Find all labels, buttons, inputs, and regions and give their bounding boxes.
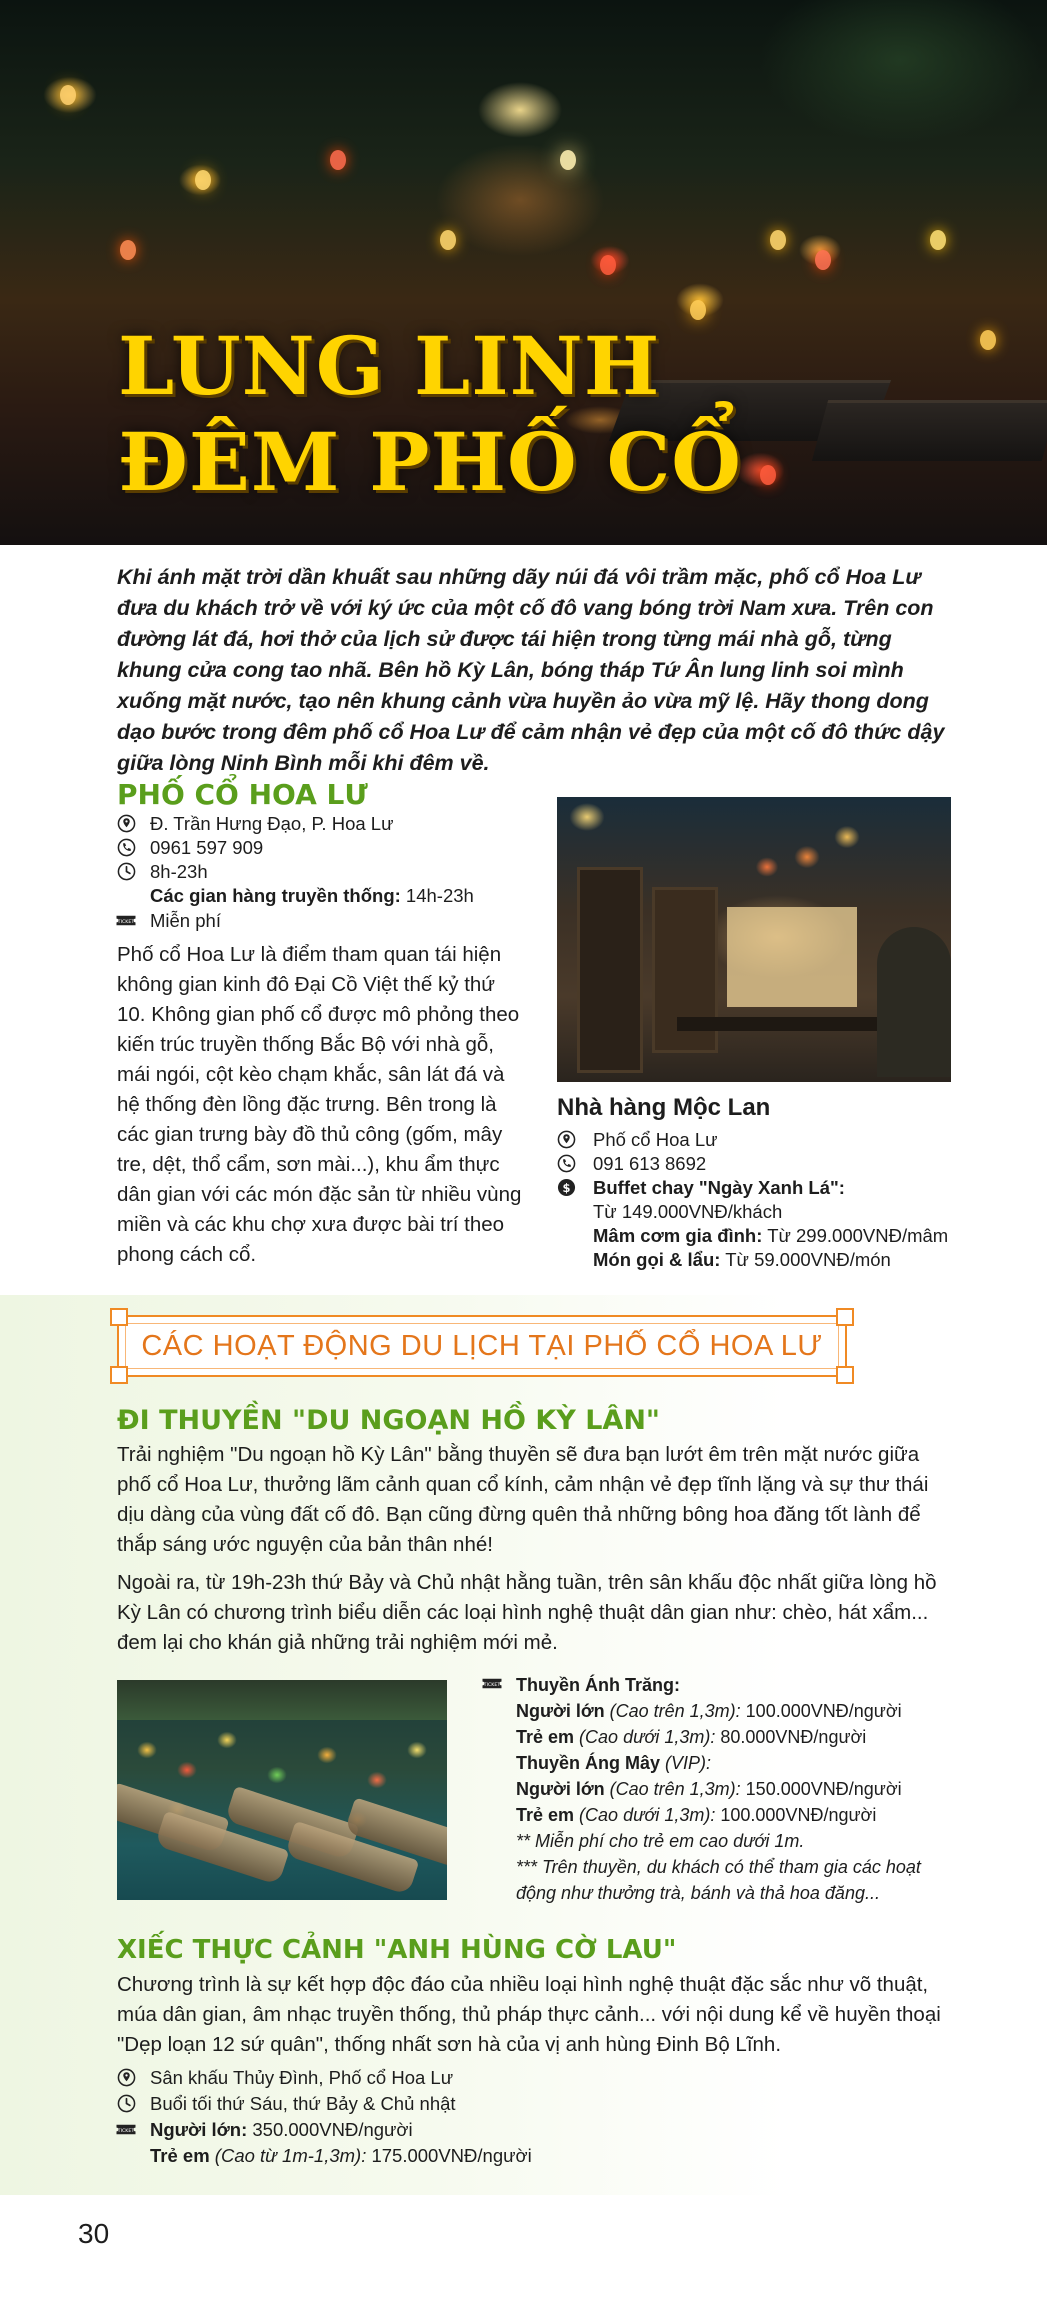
boat-roof (812, 400, 1047, 461)
adult2-cond: (Cao trên 1,3m): (604, 1779, 741, 1799)
ticket-icon (114, 911, 138, 930)
child-label: Trẻ em (516, 1805, 575, 1825)
title-line-2: ĐÊM PHỐ CỔ (118, 415, 742, 509)
lantern (770, 230, 786, 250)
boat-trip-shows: Ngoài ra, từ 19h-23h thứ Bảy và Chủ nhật hằng tuần, trên sân khấu độc nhất giữa lòng hồ Kỳ Lân có chương trình biểu diễn các loại hình nghệ thuật dân gian như: chèo, hát xẩm... đem lại cho khán giả những trải nghiệm mới mẻ. (117, 1571, 937, 1654)
lantern (60, 85, 76, 105)
child1-cond: (Cao dưới 1,3m): (574, 1727, 716, 1747)
lantern (930, 230, 946, 250)
page-number: 30 (78, 2218, 110, 2249)
location-icon (557, 1130, 576, 1149)
a-la-carte-price (593, 1247, 891, 1272)
tree-line (117, 1680, 447, 1720)
salad-price: Từ 59.000VNĐ/món (720, 1249, 891, 1270)
circus-child-label: Trẻ em (150, 2145, 210, 2166)
boat2-label: Thuyền Áng Mây (516, 1753, 661, 1773)
door-panel (577, 867, 643, 1073)
lantern (330, 150, 346, 170)
boat1-child-price (516, 1724, 866, 1750)
svg-text:TICKET: TICKET (117, 2128, 135, 2134)
adult-label: Người lớn (516, 1701, 605, 1721)
note-free-children: ** Miễn phí cho trẻ em cao dưới 1m. (516, 1831, 805, 1851)
restaurant-address: Phố cổ Hoa Lư (593, 1129, 718, 1150)
circus-schedule: Buổi tối thứ Sáu, thứ Bảy & Chủ nhật (150, 2093, 456, 2114)
circus-title: XIẾC THỰC CẢNH "ANH HÙNG CỜ LAU" (117, 1935, 677, 1965)
title-line-1: LUNG LINH (118, 319, 661, 413)
circus-child-value: 175.000VNĐ/người (366, 2145, 532, 2166)
shop-interior (727, 907, 857, 1007)
boat1-name: Thuyền Ánh Trăng: (516, 1675, 680, 1695)
poi-stall-hours (150, 883, 474, 908)
table (677, 1017, 907, 1031)
buffet-label: Buffet chay "Ngày Xanh Lá": (593, 1177, 845, 1198)
child-label: Trẻ em (516, 1727, 575, 1747)
ticket-icon (480, 1674, 504, 1693)
lantern (600, 255, 616, 275)
buffet-price: Từ 149.000VNĐ/khách (593, 1201, 783, 1222)
adult1-cond: (Cao trên 1,3m): (604, 1701, 741, 1721)
poi-description: Phố cổ Hoa Lư là điểm tham quan tái hiện không gian kinh đô Đại Cồ Việt thế kỷ thứ 10. Không gian phố cổ được mô phỏng theo kiến trúc truyền thống Bắc Bộ với nhà gỗ, mái ngói, cột kèo chạm khắc, sân lát đá và hệ thống đèn lồng đặc trưng. Bên trong là các gian trưng bày đồ thủ công (gốm, mây tre, dệt, thổ cẩm, sơn mài...), khu ẩm thực dân gian với các món đặc sản từ nhiều vùng miền và các khu chợ xưa được bài trí theo phong cách cổ. (117, 943, 522, 1266)
lantern (815, 250, 831, 270)
adult1-price: 100.000VNĐ/người (740, 1701, 902, 1721)
family-label: Mâm cơm gia đình: (593, 1225, 763, 1246)
lantern (560, 150, 576, 170)
dollar-icon (557, 1178, 576, 1197)
clock-icon (117, 2094, 136, 2113)
circus-adult-label: Người lớn: (150, 2119, 248, 2140)
boat1-adult-price (516, 1698, 902, 1724)
circus-child-cond: (Cao từ 1m-1,3m): (209, 2145, 367, 2166)
child2-cond: (Cao dưới 1,3m): (574, 1805, 716, 1825)
family-meal-price (593, 1223, 948, 1248)
boat-trip-description: Trải nghiệm "Du ngoạn hồ Kỳ Lân" bằng thuyền sẽ đưa bạn lướt êm trên mặt nước giữa phố cổ Hoa Lư, thưởng lãm cảnh quan cổ kính, cảm nhận vẻ đẹp tĩnh lặng và sự thư thái dịu dàng của vùng đất cố đô. Bạn cũng đừng quên thả những bông hoa đăng tốt lành để thắp sáng ước nguyện của bản thân nhé! (117, 1443, 929, 1556)
page-title (118, 318, 758, 510)
circus-adult-value: 350.000VNĐ/người (247, 2119, 413, 2140)
note-activities-line1: *** Trên thuyền, du khách có thể tham gia các hoạt (516, 1857, 921, 1877)
restaurant-photo (557, 797, 951, 1082)
intro-paragraph: Khi ánh mặt trời dần khuất sau những dãy núi đá vôi trầm mặc, phố cổ Hoa Lư đưa du khách trở về với ký ức của một cố đô vang bóng trời Nam xưa. Trên con đường lát đá, hơi thở của lịch sử được tái hiện trong từng mái nhà gỗ, từng khung cửa cong tao nhã. Bên hồ Kỳ Lân, bóng tháp Tứ Ân lung linh soi mình xuống mặt nước, tạo nên khung cảnh vừa huyền ảo vừa mỹ lệ. Hãy thong dong dạo bước trong đêm phố cổ Hoa Lư để cảm nhận vẻ đẹp của một cố đô thức dậy giữa lòng Ninh Bình mỗi khi đêm về. (117, 565, 945, 775)
restaurant-name: Nhà hàng Mộc Lan (557, 1094, 771, 1121)
poi-title: PHỐ CỔ HOA LƯ (117, 778, 368, 811)
section-banner (117, 1315, 847, 1377)
poi-hours: 8h-23h (150, 861, 208, 882)
child1-price: 80.000VNĐ/người (715, 1727, 867, 1747)
clock-icon (117, 862, 136, 881)
ticket-icon (114, 2120, 138, 2139)
phone-icon (557, 1154, 576, 1173)
circus-child-price (150, 2143, 532, 2168)
boat2-vip: (VIP): (660, 1753, 712, 1773)
poi-ticket: Miễn phí (150, 910, 221, 931)
svg-text:TICKET: TICKET (117, 919, 135, 925)
boat2-child-price (516, 1802, 876, 1828)
section-heading: CÁC HOẠT ĐỘNG DU LỊCH TẠI PHỐ CỔ HOA LƯ (141, 1329, 823, 1362)
svg-text:TICKET: TICKET (483, 1682, 501, 1688)
family-price: Từ 299.000VNĐ/mâm (762, 1225, 949, 1246)
child2-price: 100.000VNĐ/người (715, 1805, 877, 1825)
circus-adult-price (150, 2117, 413, 2142)
svg-text:$: $ (562, 1180, 571, 1195)
adult2-price: 150.000VNĐ/người (740, 1779, 902, 1799)
stall-hours-label: Các gian hàng truyền thống: (150, 885, 401, 906)
hero-photo (0, 0, 1047, 545)
lantern (195, 170, 211, 190)
lantern (120, 240, 136, 260)
location-icon (117, 814, 136, 833)
restaurant-phone: 091 613 8692 (593, 1153, 707, 1174)
lantern (690, 300, 706, 320)
poi-address: Đ. Trần Hưng Đạo, P. Hoa Lư (150, 813, 394, 834)
adult-label: Người lớn (516, 1779, 605, 1799)
note-activities-line2: động như thưởng trà, bánh và thả hoa đăng... (516, 1883, 880, 1903)
lantern (980, 330, 996, 350)
location-icon (117, 2068, 136, 2087)
circus-venue: Sân khấu Thủy Đình, Phố cổ Hoa Lư (150, 2067, 454, 2088)
stall-hours-value: 14h-23h (400, 885, 474, 906)
circus-description: Chương trình là sự kết hợp độc đáo của nhiều loại hình nghệ thuật đặc sắc như võ thuật, múa dân gian, âm nhạc truyền thống, thủ pháp thực cảnh... với nội dung kể về huyền thoại "Dẹp loạn 12 sứ quân", thống nhất sơn hà của vị anh hùng Đinh Bộ Lĩnh. (117, 1973, 941, 2056)
poi-phone: 0961 597 909 (150, 837, 264, 858)
lantern (440, 230, 456, 250)
arch-door (877, 927, 951, 1077)
lantern (760, 465, 776, 485)
boat-trip-title: ĐI THUYỀN "DU NGOẠN HỒ KỲ LÂN" (117, 1405, 660, 1436)
phone-icon (117, 838, 136, 857)
boat2-name (516, 1750, 711, 1776)
boats-photo (117, 1680, 447, 1900)
salad-label: Món gọi & lẩu: (593, 1249, 721, 1270)
boat2-adult-price (516, 1776, 902, 1802)
